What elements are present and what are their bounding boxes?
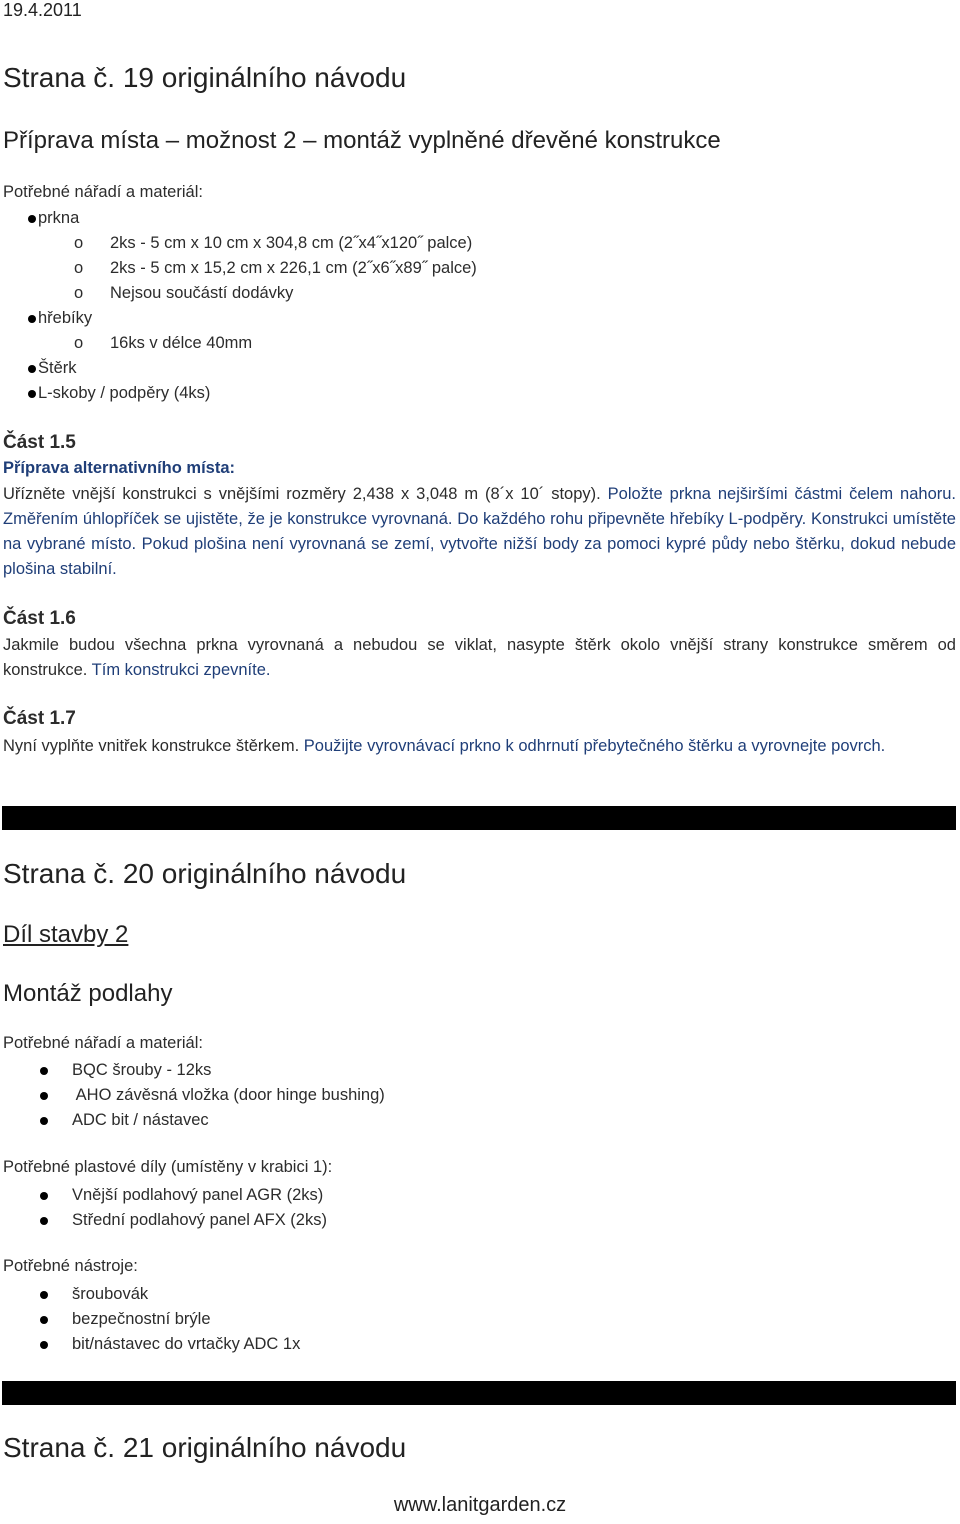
bullet-icon [40,1067,48,1075]
bullet-icon [28,215,36,223]
bullet-icon [40,1092,48,1100]
part17-heading: Část 1.7 [3,708,76,729]
page19-title: Strana č. 19 originálního návodu [3,62,407,93]
part15-paragraph: Uřízněte vnější konstrukci s vnějšími rozměry 2,438 x 3,048 m (8´x 10´ stopy). Položte prkna nejširšími částmi čelem nahoru. Změřením úhlopříček se ujistěte, že je konstrukce vyrovnaná. Do každého rohu připevněte hřebíky L-podpěry. Konstrukci umístěte na vybrané místo. Pokud plošina není vyrovnaná se zemí, vytvořte nižší body za pomoci kypré půdy nebo štěrku, dokud nebude plošina stabilní. [3,485,956,578]
part17-paragraph: Nyní vyplňte vnitřek konstrukce štěrkem. Použijte vyrovnávací prkno k odhrnutí přebytečného štěrku a vyrovnejte povrch. [3,737,886,755]
bullet-icon [28,365,36,373]
section-divider [2,1381,956,1405]
circle-bullet-icon: o [74,234,84,252]
circle-bullet-icon: o [74,284,84,302]
part15-heading: Část 1.5 [3,432,76,453]
page20-tools-label: Potřebné nářadí a materiál: [3,1034,203,1052]
page21-title: Strana č. 21 originálního návodu [3,1432,407,1463]
bullet-icon [40,1341,48,1349]
part16-heading: Část 1.6 [3,608,76,629]
page20-section: Díl stavby 2 [3,921,129,948]
page19-tools-label: Potřebné nářadí a materiál: [3,183,203,201]
bullet-icon [40,1316,48,1324]
circle-bullet-icon: o [74,334,84,352]
bullet-icon [40,1291,48,1299]
bullet-icon [40,1217,48,1225]
document-date: 19.4.2011 [3,0,82,20]
part16-paragraph: Jakmile budou všechna prkna vyrovnaná a nebudou se viklat, nasypte štěrk okolo vnější strany konstrukce směrem od konstrukce. Tím konstrukci zpevníte. [3,636,956,679]
page20-plastic-label: Potřebné plastové díly (umístěny v krabici 1): [3,1158,333,1176]
footer-website: www.lanitgarden.cz [393,1494,567,1516]
bullet-icon [40,1192,48,1200]
page20-instruments-label: Potřebné nástroje: [3,1257,138,1275]
part15-subheading: Příprava alternativního místa: [3,459,235,477]
page20-title: Strana č. 20 originálního návodu [3,858,407,889]
section-divider [2,806,956,830]
bullet-icon [40,1117,48,1125]
bullet-icon [28,390,36,398]
bullet-icon [28,315,36,323]
page19-subtitle: Příprava místa – možnost 2 – montáž vyplněné dřevěné konstrukce [3,127,721,154]
circle-bullet-icon: o [74,259,84,277]
page20-heading: Montáž podlahy [3,980,173,1007]
